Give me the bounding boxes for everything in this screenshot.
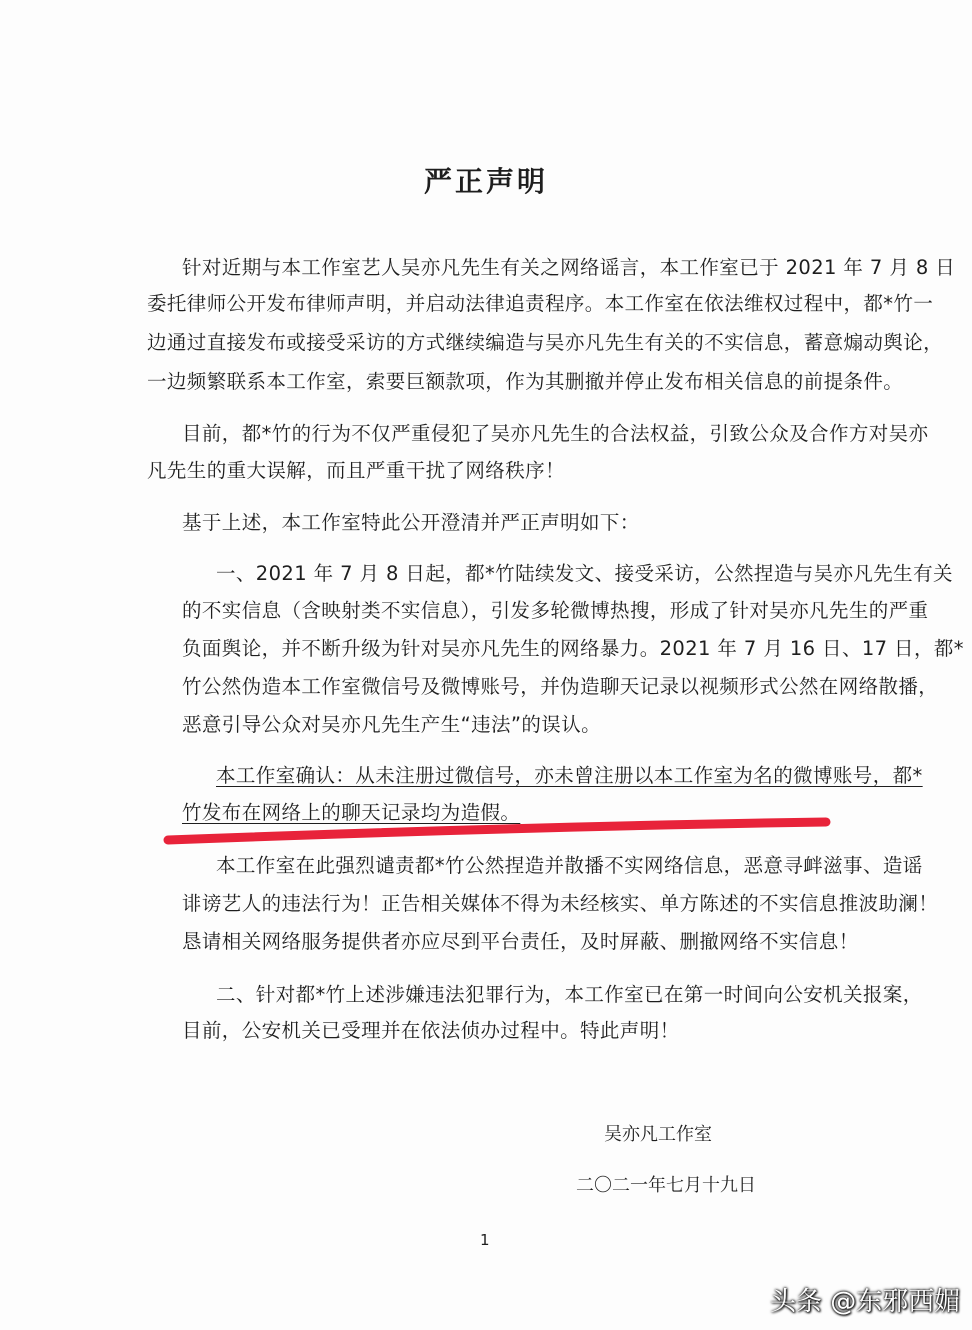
paragraph-3-line-1: 基于上述，本工作室特此公开澄清并严正声明如下：: [182, 511, 640, 534]
paragraph-2-line-2: 凡先生的重大误解，而且严重干扰了网络秩序！: [147, 459, 565, 482]
paragraph-4-line-3: 负面舆论，并不断升级为针对吴亦凡先生的网络暴力。2021 年 7 月 16 日、17 日，都*: [182, 637, 964, 660]
signature: 吴亦凡工作室: [604, 1124, 712, 1145]
paragraph-1-line-3: 边通过直接发布或接受采访的方式继续编造与吴亦凡先生有关的不实信息，蓄意煽动舆论，: [147, 331, 944, 354]
paragraph-1-line-2: 委托律师公开发布律师声明，并启动法律追责程序。本工作室在依法维权过程中，都*竹一: [147, 292, 934, 315]
confirmation-line-2: 竹发布在网络上的聊天记录均为造假。: [182, 801, 521, 824]
paragraph-6-line-1: 本工作室在此强烈谴责都*竹公然捏造并散播不实网络信息，恶意寻衅滋事、造谣: [216, 854, 923, 877]
paragraph-1-line-4: 一边频繁联系本工作室，索要巨额款项，作为其删撤并停止发布相关信息的前提条件。: [147, 370, 904, 393]
document-title: 严正声明: [423, 165, 548, 198]
signature-date: 二〇二一年七月十九日: [576, 1175, 756, 1196]
paragraph-7-line-2: 目前，公安机关已受理并在依法侦办过程中。特此声明！: [182, 1019, 680, 1042]
paragraph-6-line-3: 恳请相关网络服务提供者亦应尽到平台责任，及时屏蔽、删撤网络不实信息！: [182, 930, 859, 953]
paragraph-4-line-2: 的不实信息（含映射类不实信息），引发多轮微博热搜，形成了针对吴亦凡先生的严重: [182, 599, 929, 622]
watermark: 头条 @东邪西媚: [770, 1287, 961, 1317]
page-number: 1: [480, 1231, 490, 1249]
confirmation-line-1: 本工作室确认：从未注册过微信号，亦未曾注册以本工作室为名的微博账号，都*: [216, 764, 923, 787]
paragraph-1-line-1: 针对近期与本工作室艺人吴亦凡先生有关之网络谣言，本工作室已于 2021 年 7 月 8 日: [182, 256, 956, 279]
paragraph-4-line-5: 恶意引导公众对吴亦凡先生产生“违法”的误认。: [182, 713, 602, 736]
paragraph-4-line-4: 竹公然伪造本工作室微信号及微博账号，并伪造聊天记录以视频形式公然在网络散播，: [182, 675, 939, 698]
paragraph-6-line-2: 诽谤艺人的违法行为！正告相关媒体不得为未经核实、单方陈述的不实信息推波助澜！: [182, 892, 939, 915]
paragraph-7-line-1: 二、针对都*竹上述涉嫌违法犯罪行为，本工作室已在第一时间向公安机关报案，: [216, 983, 923, 1006]
paragraph-2-line-1: 目前，都*竹的行为不仅严重侵犯了吴亦凡先生的合法权益，引致公众及合作方对吴亦: [182, 422, 929, 445]
paragraph-4-line-1: 一、2021 年 7 月 8 日起，都*竹陆续发文、接受采访，公然捏造与吴亦凡先生有关: [216, 562, 953, 585]
